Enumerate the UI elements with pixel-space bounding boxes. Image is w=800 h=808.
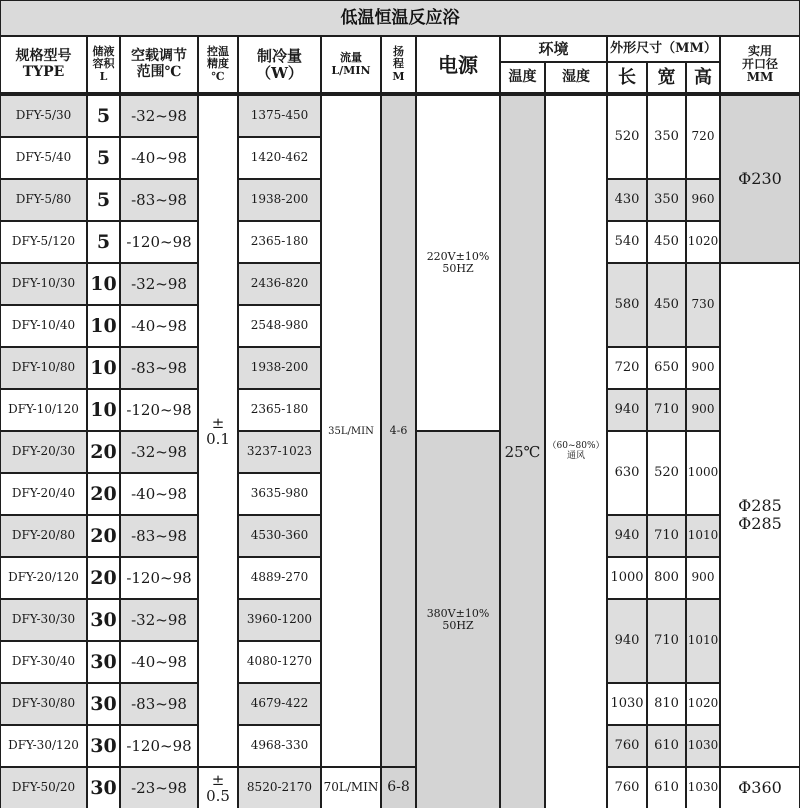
dim-width: 350: [648, 96, 685, 178]
row-volume: 20: [88, 432, 119, 472]
row-model: DFY-10/30: [1, 264, 86, 304]
row-volume: 10: [88, 306, 119, 346]
row-cooling: 1938-200: [239, 348, 320, 388]
accuracy-value: ± 0.1: [199, 96, 237, 766]
row-volume: 30: [88, 726, 119, 766]
row-model: DFY-5/80: [1, 180, 86, 220]
header-temp-range: 空载调节 范围℃: [121, 37, 197, 92]
row-temp-range: -40~98: [121, 642, 197, 682]
row-model: DFY-20/30: [1, 432, 86, 472]
row-model: DFY-20/40: [1, 474, 86, 514]
dim-length: 580: [608, 264, 646, 346]
dim-height: 1000: [687, 432, 719, 514]
row-model: DFY-30/80: [1, 684, 86, 724]
dim-width: 520: [648, 432, 685, 514]
power-value: 380V±10% 50HZ: [417, 432, 499, 808]
opening-value: Φ230: [721, 96, 799, 262]
row-cooling: 2548-980: [239, 306, 320, 346]
dim-height: 1030: [687, 768, 719, 808]
header-lift: 扬 程 M: [382, 37, 415, 92]
dim-height: 1010: [687, 600, 719, 682]
header-environment: 环境: [501, 37, 606, 61]
row-temp-range: -120~98: [121, 558, 197, 598]
row-temp-range: -83~98: [121, 684, 197, 724]
header-flow: 流量 L/MIN: [322, 37, 380, 92]
row-temp-range: -40~98: [121, 306, 197, 346]
row-volume: 30: [88, 642, 119, 682]
row-temp-range: -23~98: [121, 768, 197, 808]
row-model: DFY-10/120: [1, 390, 86, 430]
dim-height: 960: [687, 180, 719, 220]
dim-width: 710: [648, 600, 685, 682]
dim-length: 630: [608, 432, 646, 514]
row-cooling: 4889-270: [239, 558, 320, 598]
row-model: DFY-20/80: [1, 516, 86, 556]
header-accuracy: 控温 精度 ℃: [199, 37, 237, 92]
row-volume: 10: [88, 348, 119, 388]
row-volume: 5: [88, 96, 119, 136]
dim-width: 450: [648, 264, 685, 346]
dim-width: 610: [648, 768, 685, 808]
row-volume: 30: [88, 768, 119, 808]
dim-height: 1010: [687, 516, 719, 556]
dim-height: 900: [687, 348, 719, 388]
row-cooling: 2365-180: [239, 390, 320, 430]
dim-length: 760: [608, 768, 646, 808]
header-opening: 实用 开口径 MM: [721, 37, 799, 92]
row-volume: 5: [88, 222, 119, 262]
dim-width: 450: [648, 222, 685, 262]
lift-value: 4-6: [382, 96, 415, 766]
dim-height: 1020: [687, 684, 719, 724]
dim-width: 650: [648, 348, 685, 388]
row-temp-range: -40~98: [121, 138, 197, 178]
header-height: 高: [687, 63, 719, 92]
row-volume: 30: [88, 684, 119, 724]
row-cooling: 1420-462: [239, 138, 320, 178]
row-temp-range: -32~98: [121, 264, 197, 304]
env-humidity-value: （60~80%） 通风: [546, 96, 606, 808]
row-cooling: 2436-820: [239, 264, 320, 304]
dim-length: 760: [608, 726, 646, 766]
accuracy-value: ± 0.5: [199, 768, 237, 808]
dim-width: 610: [648, 726, 685, 766]
row-cooling: 2365-180: [239, 222, 320, 262]
row-volume: 5: [88, 138, 119, 178]
table-title: 低温恒温反应浴: [1, 1, 799, 35]
row-model: DFY-30/120: [1, 726, 86, 766]
header-power: 电源: [417, 37, 499, 92]
row-cooling: 3960-1200: [239, 600, 320, 640]
flow-value: 70L/MIN: [322, 768, 380, 808]
row-cooling: 1938-200: [239, 180, 320, 220]
dim-height: 1020: [687, 222, 719, 262]
dim-height: 1030: [687, 726, 719, 766]
row-temp-range: -40~98: [121, 474, 197, 514]
row-temp-range: -32~98: [121, 432, 197, 472]
dim-length: 1000: [608, 558, 646, 598]
row-temp-range: -83~98: [121, 516, 197, 556]
dim-length: 940: [608, 600, 646, 682]
row-temp-range: -120~98: [121, 222, 197, 262]
dim-width: 810: [648, 684, 685, 724]
row-model: DFY-10/80: [1, 348, 86, 388]
header-width: 宽: [648, 63, 685, 92]
opening-value: Φ360: [721, 768, 799, 808]
lift-value: 6-8: [382, 768, 415, 808]
dim-width: 710: [648, 390, 685, 430]
row-model: DFY-20/120: [1, 558, 86, 598]
dim-length: 540: [608, 222, 646, 262]
row-volume: 20: [88, 474, 119, 514]
row-model: DFY-5/120: [1, 222, 86, 262]
row-model: DFY-30/30: [1, 600, 86, 640]
opening-value: Φ285 Φ285: [721, 264, 799, 766]
row-temp-range: -32~98: [121, 96, 197, 136]
dim-height: 720: [687, 96, 719, 178]
row-cooling: 4080-1270: [239, 642, 320, 682]
dim-length: 430: [608, 180, 646, 220]
header-env-humidity: 湿度: [546, 63, 606, 92]
row-volume: 30: [88, 600, 119, 640]
dim-width: 350: [648, 180, 685, 220]
header-dimensions: 外形尺寸（MM）: [608, 37, 719, 61]
dim-height: 730: [687, 264, 719, 346]
dim-height: 900: [687, 558, 719, 598]
row-cooling: 1375-450: [239, 96, 320, 136]
dim-length: 1030: [608, 684, 646, 724]
dim-length: 720: [608, 348, 646, 388]
env-temp-value: 25℃: [501, 96, 544, 808]
dim-length: 940: [608, 390, 646, 430]
header-env-temp: 温度: [501, 63, 544, 92]
header-cooling: 制冷量 （W）: [239, 37, 320, 92]
row-model: DFY-30/40: [1, 642, 86, 682]
header-model: 规格型号 TYPE: [1, 37, 86, 92]
dim-width: 710: [648, 516, 685, 556]
row-volume: 5: [88, 180, 119, 220]
row-temp-range: -83~98: [121, 348, 197, 388]
header-volume: 储液 容积 L: [88, 37, 119, 92]
row-volume: 10: [88, 390, 119, 430]
row-volume: 10: [88, 264, 119, 304]
row-model: DFY-50/20: [1, 768, 86, 808]
dim-length: 520: [608, 96, 646, 178]
header-length: 长: [608, 63, 646, 92]
row-cooling: 4679-422: [239, 684, 320, 724]
row-model: DFY-5/30: [1, 96, 86, 136]
row-temp-range: -32~98: [121, 600, 197, 640]
row-cooling: 4530-360: [239, 516, 320, 556]
row-cooling: 3237-1023: [239, 432, 320, 472]
row-volume: 20: [88, 516, 119, 556]
row-model: DFY-5/40: [1, 138, 86, 178]
power-value: 220V±10% 50HZ: [417, 96, 499, 430]
flow-value: 35L/MIN: [322, 96, 380, 766]
row-temp-range: -83~98: [121, 180, 197, 220]
dim-width: 800: [648, 558, 685, 598]
row-cooling: 4968-330: [239, 726, 320, 766]
row-temp-range: -120~98: [121, 726, 197, 766]
row-volume: 20: [88, 558, 119, 598]
dim-length: 940: [608, 516, 646, 556]
row-temp-range: -120~98: [121, 390, 197, 430]
row-cooling: 3635-980: [239, 474, 320, 514]
dim-height: 900: [687, 390, 719, 430]
row-cooling: 8520-2170: [239, 768, 320, 808]
row-model: DFY-10/40: [1, 306, 86, 346]
